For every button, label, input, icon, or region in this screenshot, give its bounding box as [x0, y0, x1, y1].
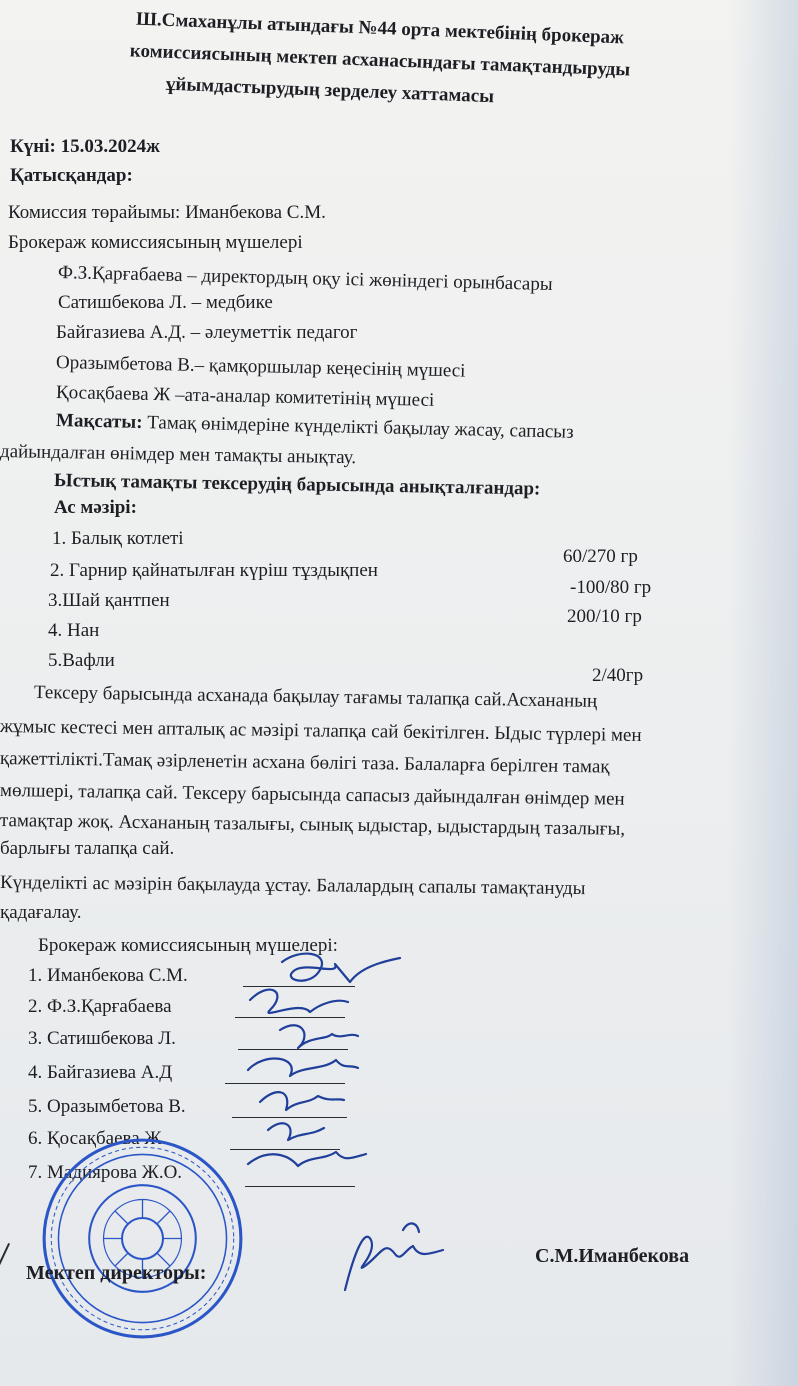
member-line: Қосақбаева Ж –ата-аналар комитетінің мүшесі [55, 382, 435, 411]
signatory: 7. Мадиярова Ж.О. [28, 1162, 183, 1183]
header-line-1: Ш.Смаханұлы атындағы №44 орта мектебінің брокераж [135, 8, 625, 49]
body-line: қажеттілікті.Тамақ әзірленетін асхана бөлігі таза. Балаларға берілген тамақ [0, 748, 610, 778]
signatory: 5. Оразымбетова В. [28, 1096, 186, 1117]
protocol-date: Күні: 15.03.2024ж [10, 136, 160, 157]
body-line: Күнделікті ас мәзірін бақылауда ұстау. Балалардың сапалы тамақтануды [0, 872, 586, 900]
member-line: Байгазиева А.Д. – әлеуметтік педагог [56, 322, 358, 343]
goal-label: Мақсаты: [55, 410, 143, 433]
signatory: 6. Қосақбаева Ж. [28, 1128, 167, 1149]
signatures-title: Брокераж комиссиясының мүшелері: [38, 935, 338, 956]
director-signature [325, 1210, 455, 1300]
handwritten-signatures [240, 940, 410, 1200]
signatory: 2. Ф.З.Қарғабаева [28, 996, 172, 1017]
body-line: жұмыс кестесі мен апталық ас мәзірі талапқа сай бекітілген. Ыдыс түрлері мен [0, 716, 642, 746]
menu-item-name: 2. Гарнир қайнатылған күріш тұздықпен [50, 560, 378, 581]
commission-chair: Комиссия төрайымы: Иманбекова С.М. [8, 202, 326, 223]
signatory: 1. Иманбекова С.М. [28, 965, 188, 986]
menu-item-amount: -100/80 гр [570, 577, 652, 598]
body-line: қадағалау. [0, 902, 82, 923]
participants-title: Қатысқандар: [10, 165, 133, 186]
menu-item-amount: 60/270 гр [563, 546, 638, 567]
member-line: Сатишбекова Л. – медбике [58, 292, 273, 313]
menu-item-amount: 2/40гр [592, 665, 644, 686]
member-line: Ф.З.Қарғабаева – директордың оқу ісі жөніндегі орынбасары [57, 262, 553, 296]
body-line: Тексеру барысында асханада бақылау тағамы талапқа сай.Асхананың [33, 682, 598, 712]
menu-item-name: 1. Балық котлеті [52, 528, 184, 549]
member-line: Оразымбетова В.– қамқоршылар кеңесінің мүшесі [55, 352, 466, 382]
official-stamp [40, 1136, 245, 1341]
page-edge-shadow [728, 0, 798, 1386]
margin-mark [0, 1243, 28, 1283]
body-line: тамақтар жоқ. Асхананың тазалығы, сынық ыдыстар, ыдыстардың тазалығы, [0, 810, 626, 840]
goal-text-2: дайындалған өнімдер мен тамақты анықтау. [0, 441, 357, 469]
menu-item-name: 3.Шай қантпен [48, 590, 170, 611]
signatory: 4. Байгазиева А.Д [28, 1062, 173, 1083]
body-line: мөлшері, талапқа сай. Тексеру барысында сапасыз дайындалған өнімдер мен [0, 780, 625, 810]
body-line: барлығы талапқа сай. [0, 838, 175, 859]
menu-item-name: 4. Нан [48, 620, 100, 641]
findings-title: Ыстық тамақты тексерудің барысында анықталғандар: [53, 470, 541, 500]
header-line-3: ұйымдастырудың зерделеу хаттамасы [165, 73, 495, 108]
director-label: Мектеп директоры: [26, 1262, 207, 1284]
goal-text-1: Тамақ өнімдеріне күнделікті бақылау жасау, сапасыз [147, 412, 574, 443]
menu-title: Ас мәзірі: [54, 497, 137, 518]
director-name: С.М.Иманбекова [535, 1245, 690, 1267]
header-line-2: комиссиясының мектеп асханасындағы тамақтандыруды [129, 40, 631, 81]
menu-item-name: 5.Вафли [48, 650, 115, 671]
menu-item-amount: 200/10 гр [567, 606, 642, 627]
members-title: Брокераж комиссиясының мүшелері [8, 232, 303, 253]
signatory: 3. Сатишбекова Л. [28, 1028, 176, 1049]
